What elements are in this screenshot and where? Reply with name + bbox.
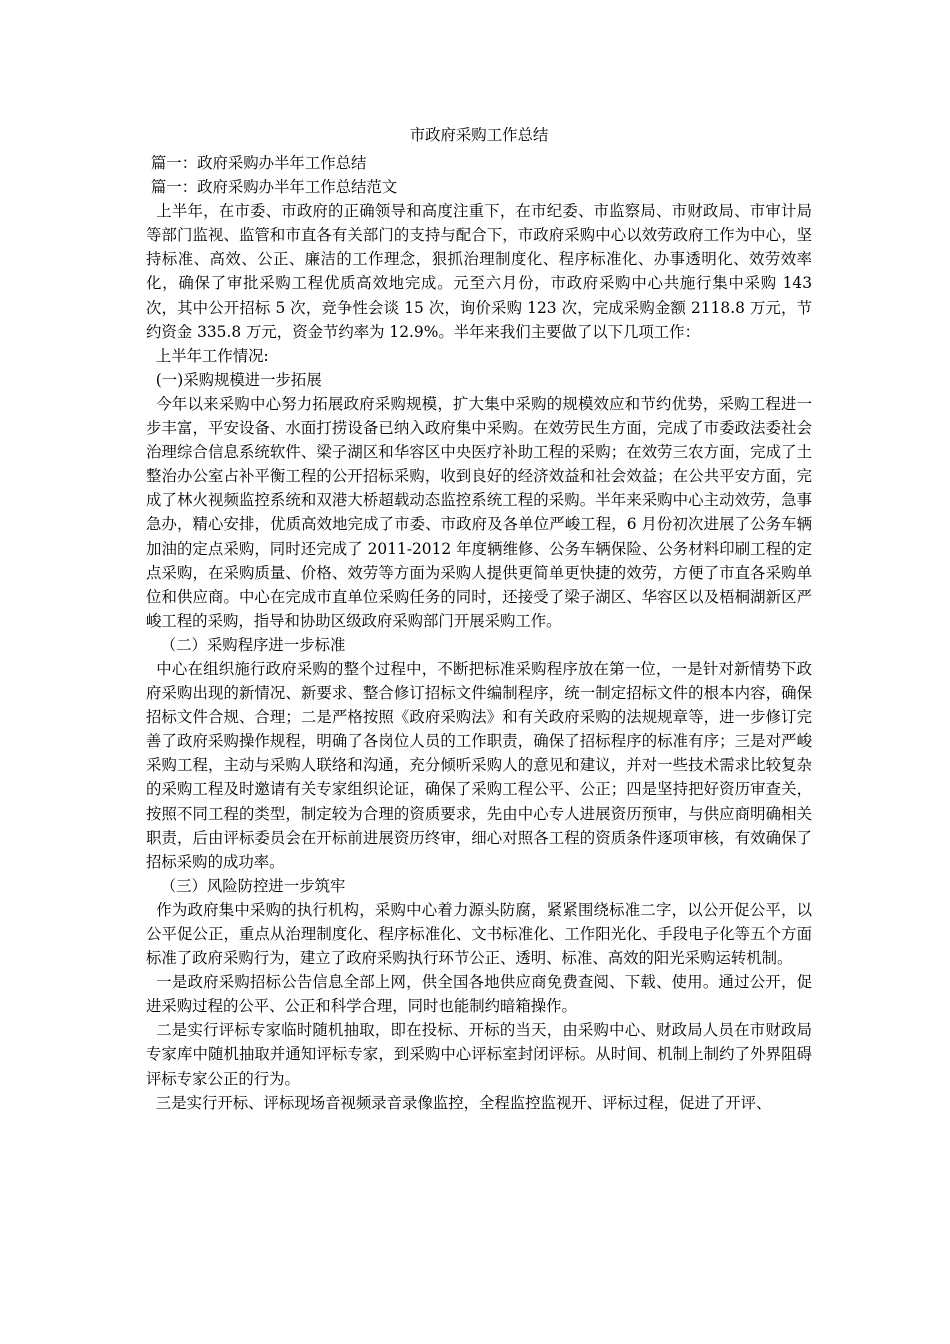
section-heading-scale: (一)采购规模进一步拓展 [146, 370, 322, 389]
paragraph-item-two: 二是实行评标专家临时随机抽取，即在投标、开标的当天，由采购中心、财政局人员在市财政局专家库中随机抽取并通知评标专家，到采购中心评标室封闭评标。从时间、机制上制约了外界阻碍评标专家公正的行为。 [146, 1021, 812, 1088]
document-title: 市政府采购工作总结 [409, 126, 549, 144]
paragraph-item-three: 三是实行开标、评标现场音视频录音录像监控，全程监控监视开、评标过程，促进了开评、 [146, 1093, 772, 1112]
document-body [146, 123, 817, 1115]
paragraph-risk: 作为政府集中采购的执行机构，采购中心着力源头防腐，紧紧围绕标准二字，以公开促公平，以公平促公正，重点从治理制度化、程序标准化、文书标准化、工作阳光化、手段电子化等五个方面标准了政府采购行为，建立了政府采购执行环节公正、透明、标准、高效的阳光采购运转机制。 [146, 900, 812, 968]
paragraph-scale: 今年以来采购中心努力拓展政府采购规模，扩大集中采购的规模效应和节约优势，采购工程进一步丰富，平安设备、水面打捞设备已纳入政府集中采购。在效劳民生方面，完成了市委政法委社会治理综合信息系统软件、梁子湖区和华容区中央医疗补助工程的采购；在效劳三农方面，完成了土整治办公室占补平衡工程的公开招标采购，收到良好的经济效益和社会效益；在公共平安方面，完成了林火视频监控系统和双港大桥超载动态监控系统工程的采购。半年来采购中心主动效劳，急事急办，精心安排，优质高效地完成了市委、市政府及各单位严峻工程，6 月份初次进展了公务车辆加油的定点采购，同时还完成了 2011-2012 年度辆维修、公务车辆保险、公务材料印刷工程的定点采购，在采购质量、价格、效劳等方面为采购人提供更简单更快捷的效劳，方便了市直各采购单位和供应商。中心在完成市直单位采购任务的同时，还接受了梁子湖区、华容区以及梧桐湖新区严峻工程的采购，指导和协助区级政府采购部门开展采购工作。 [146, 394, 812, 630]
paragraph-procedure: 中心在组织施行政府采购的整个过程中，不断把标准采购程序放在第一位，一是针对新情势下政府采购出现的新情况、新要求、整合修订招标文件编制程序，统一制定招标文件的根本内容，确保招标文件合规、合理；二是严格按照《政府采购法》和有关政府采购的法规规章等，进一步修订完善了政府采购操作规程，明确了各岗位人员的工作职责，确保了招标程序的标准有序；三是对严峻采购工程，主动与采购人联络和沟通，充分倾听采购人的意见和建议，并对一些技术需求比较复杂的采购工程及时邀请有关专家组织论证，确保了采购工程公平、公正；四是坚持把好资历审查关，按照不同工程的类型，制定较为合理的资质要求，先由中心专人进展资历预审，与供应商明确相关职责，后由评标委员会在开标前进展资历终审，细心对照各工程的资质条件逐项审核，有效确保了招标采购的成功率。 [146, 659, 812, 871]
heading-part-one-sample: 篇一：政府采购办半年工作总结范文 [146, 178, 398, 197]
section-heading-h1-status: 上半年工作情况: [146, 346, 269, 365]
paragraph-intro: 上半年，在市委、市政府的正确领导和高度注重下，在市纪委、市监察局、市财政局、市审计局等部门监视、监管和市直各有关部门的支持与配合下，市政府采购中心以效劳政府工作为中心，坚持标准、高效、公正、廉洁的工作理念，狠抓治理制度化、程序标准化、办事透明化、效劳效率化，确保了审批采购工程优质高效地完成。元至六月份，市政府采购中心共施行集中采购 143 次，其中公开招标 5 次，竞争性会谈 15 次，询价采购 123 次，完成采购金额 2118.8 万元，节约资金 335.8 万元，资金节约率为 12.9%。半年来我们主要做了以下几项工作： [146, 202, 817, 341]
heading-part-one: 篇一：政府采购办半年工作总结 [146, 154, 367, 172]
paragraph-item-one: 一是政府采购招标公告信息全部上网，供全国各地供应商免费查阅、下载、使用。通过公开，促进采购过程的公平、公正和科学合理，同时也能制约暗箱操作。 [146, 973, 812, 1016]
section-heading-risk: （三）风险防控进一步筑牢 [146, 876, 346, 895]
section-heading-procedure: （二）采购程序进一步标准 [146, 635, 346, 654]
